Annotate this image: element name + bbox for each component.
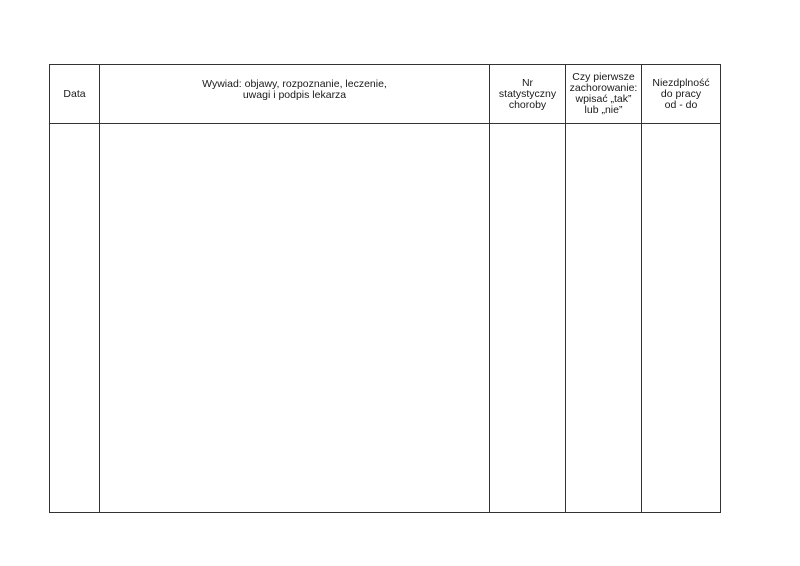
- header-history: Wywiad: objawy, rozpoznanie, leczenie, uwagi i podpis lekarza: [100, 65, 490, 124]
- table-header-row: [50, 65, 721, 124]
- header-work-incapacity: Niezdplność do pracy od - do: [642, 65, 721, 124]
- history-cell[interactable]: [100, 124, 490, 513]
- medical-record-table: [49, 64, 721, 513]
- work-incapacity-cell[interactable]: [642, 124, 721, 513]
- date-cell[interactable]: [50, 124, 100, 513]
- header-statistical-number: Nr statystyczny choroby: [490, 65, 566, 124]
- header-date: Data: [50, 65, 100, 124]
- first-illness-cell[interactable]: [566, 124, 642, 513]
- statistical-number-cell[interactable]: [490, 124, 566, 513]
- header-first-illness: Czy pierwsze zachorowanie: wpisać „tak” lub „nie”: [566, 65, 642, 124]
- table-body-row: [50, 124, 721, 513]
